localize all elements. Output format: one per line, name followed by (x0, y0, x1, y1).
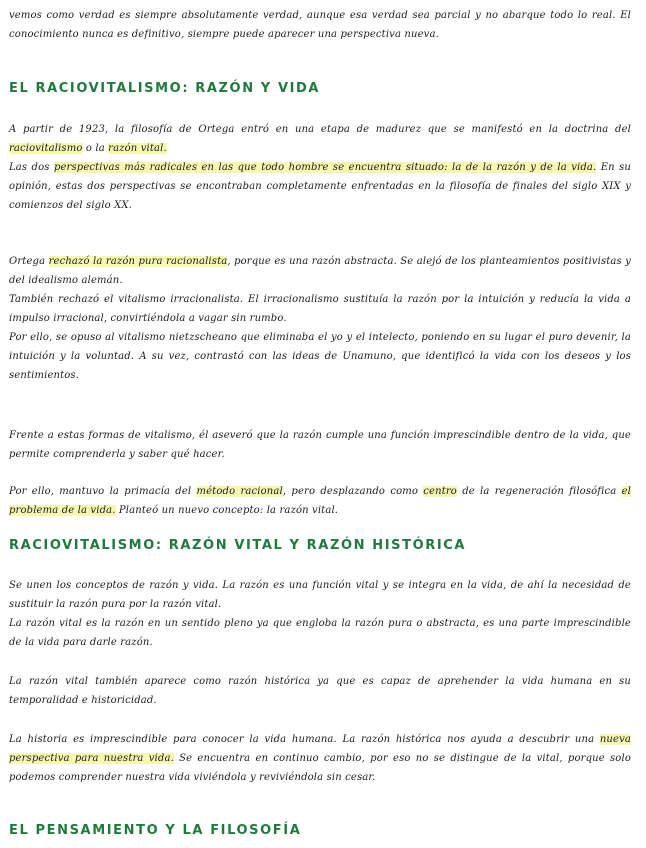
text-run: Planteó un nuevo concepto: la razón vital. (115, 505, 339, 516)
highlight-centro: centro (423, 486, 457, 497)
text-run: o la (82, 143, 109, 154)
section-heading-razon-historica: RACIOVITALISMO: RAZÓN VITAL Y RAZÓN HISTÓRICA (9, 538, 467, 553)
section-heading-1-block (9, 80, 631, 98)
text-run: , porque es una razón abstracta. Se alejó de los planteamientos positivistas y del idealismo alemán. (9, 256, 631, 286)
paragraph-6-block (9, 672, 631, 710)
paragraph-7 (9, 730, 631, 787)
paragraph-4-block (9, 482, 631, 520)
highlight-rechazo-razon-pura: rechazó la razón pura racionalista (48, 256, 228, 267)
paragraph-3-block (9, 426, 631, 464)
text-run: Se unen los conceptos de razón y vida. La razón es una función vital y se integra en la vida, de ahí la necesidad de sustituir la razón pura por la razón vital. (9, 580, 631, 610)
text-run: La historia es imprescindible para conocer la vida humana. La razón histórica nos ayuda a descubrir una (9, 734, 600, 745)
paragraph-1 (9, 120, 631, 215)
paragraph-6: La razón vital también aparece como razón histórica ya que es capaz de aprehender la vida humana en su temporalidad e historicidad. (9, 676, 631, 706)
text-run: También rechazó el vitalismo irracionalista. El irracionalismo sustituía la razón por la intuición y reducía la vida a impulso irracional, convirtiéndola a vagar sin rumbo. (9, 294, 631, 324)
text-run: de la regeneración filosófica (456, 486, 622, 497)
paragraph-5 (9, 576, 631, 652)
paragraph-4 (9, 482, 631, 520)
highlight-razon-vital: razón vital. (108, 143, 167, 154)
paragraph-7-block (9, 730, 631, 787)
section-heading-pensamiento: EL PENSAMIENTO Y LA FILOSOFÍA (9, 823, 302, 838)
highlight-nueva-perspectiva: nueva perspectiva para nuestra vida. (9, 734, 631, 764)
intro-paragraph-block (9, 6, 631, 44)
paragraph-3: Frente a estas formas de vitalismo, él aseveró que la razón cumple una función imprescindible dentro de la vida, que permite comprenderla y saber qué hacer. (9, 430, 631, 460)
highlight-metodo-racional: método racional (196, 486, 283, 497)
text-run: Se encuentra en continuo cambio, por eso no se distingue de la vital, porque solo podemos comprender nuestra vida viviéndola y reviviéndola sin cesar. (9, 753, 631, 783)
highlight-perspectivas: perspectivas más radicales en las que todo hombre se encuentra situado: la de la razón y de la vida. (53, 162, 597, 173)
section-heading-raciovitalismo: EL RACIOVITALISMO: RAZÓN Y VIDA (9, 81, 321, 96)
paragraph-1-block (9, 120, 631, 215)
paragraph-2 (9, 252, 631, 385)
text-run: En su opinión, estas dos perspectivas se encontraban completamente enfrentadas en la filosofía de finales del siglo XIX y comienzos del siglo XX. (9, 162, 631, 211)
paragraph-2-block (9, 252, 631, 385)
text-run: Por ello, mantuvo la primacía del (9, 486, 197, 497)
highlight-problema-vida: el problema de la vida. (9, 486, 632, 516)
section-heading-2-block (9, 537, 631, 555)
text-run: A partir de 1923, la filosofía de Ortega entró en una etapa de madurez que se manifestó en la doctrina del (9, 124, 631, 135)
highlight-raciovitalismo: raciovitalismo (9, 143, 83, 154)
text-run: , pero desplazando como (282, 486, 424, 497)
text-run: Ortega (9, 256, 49, 267)
text-run: Por ello, se opuso al vitalismo nietzscheano que eliminaba el yo y el intelecto, poniendo en su lugar el puro devenir, la intuición y la voluntad. A su vez, contrastó con las ideas de Unamuno, que identificó la vida con los deseos y los sentimientos. (9, 332, 631, 381)
text-run: La razón vital es la razón en un sentido pleno ya que engloba la razón pura o abstracta, es una parte imprescindible de la vida para darle razón. (9, 618, 631, 648)
section-heading-3-block (9, 822, 631, 840)
paragraph-5-block (9, 576, 631, 652)
intro-paragraph: vemos como verdad es siempre absolutamente verdad, aunque esa verdad sea parcial y no abarque todo lo real. El conocimiento nunca es definitivo, siempre puede aparecer una perspectiva nueva. (9, 10, 631, 40)
text-run: Las dos (9, 162, 54, 173)
